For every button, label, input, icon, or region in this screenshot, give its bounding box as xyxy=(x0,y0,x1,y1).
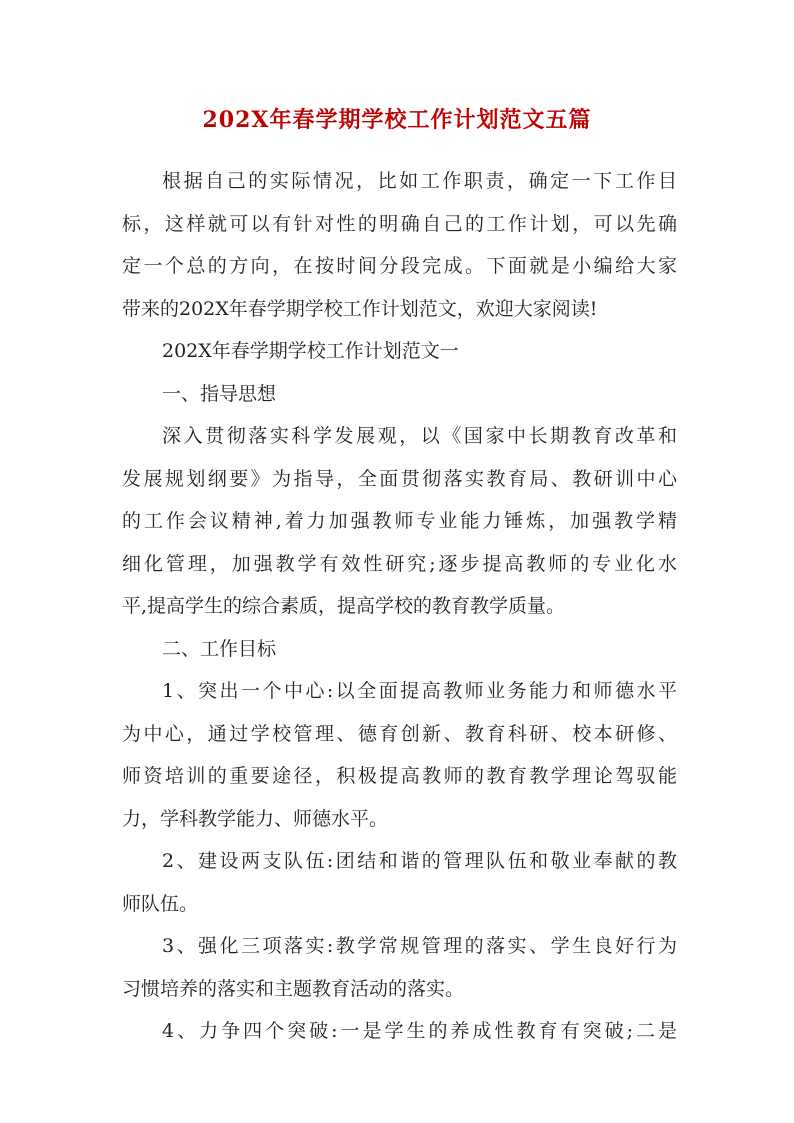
paragraph-line: 深入贯彻落实科学发展观，以《国家中长期教育改革和 xyxy=(162,425,677,447)
paragraph-line: 4、力争四个突破:一是学生的养成性教育有突破;二是 xyxy=(162,1020,677,1042)
paragraph-line: 1、突出一个中心:以全面提高教师业务能力和师德水平 xyxy=(162,680,677,702)
paragraph-line: 师资培训的重要途径，积极提高教师的教育教学理论驾驭能 xyxy=(122,765,677,787)
paragraph-line: 2、建设两支队伍:团结和谐的管理队伍和敬业奉献的教 xyxy=(162,850,677,872)
section-heading: 二、工作目标 xyxy=(162,637,277,660)
intro-line: 带来的202X年春学期学校工作计划范文，欢迎大家阅读! xyxy=(122,297,598,320)
paragraph-line: 平,提高学生的综合素质，提高学校的教育教学质量。 xyxy=(122,595,566,617)
subtitle: 202X年春学期学校工作计划范文一 xyxy=(162,340,459,362)
paragraph-line: 力，学科教学能力、师德水平。 xyxy=(122,807,389,830)
section-heading: 一、指导思想 xyxy=(162,382,277,405)
paragraph-line: 细化管理，加强教学有效性研究;逐步提高教师的专业化水 xyxy=(122,552,677,575)
paragraph-line: 发展规划纲要》为指导，全面贯彻落实教育局、教研训中心 xyxy=(122,467,677,490)
paragraph-line: 为中心，通过学校管理、德育创新、教育科研、校本研修、 xyxy=(122,722,677,745)
intro-line: 根据自己的实际情况，比如工作职责，确定一下工作目 xyxy=(162,170,677,192)
document-title: 202X年春学期学校工作计划范文五篇 xyxy=(202,107,592,133)
paragraph-line: 的工作会议精神,着力加强教师专业能力锤炼，加强教学精 xyxy=(122,510,677,532)
paragraph-line: 师队伍。 xyxy=(122,892,199,915)
paragraph-line: 3、强化三项落实:教学常规管理的落实、学生良好行为 xyxy=(162,935,677,957)
intro-line: 标，这样就可以有针对性的明确自己的工作计划，可以先确 xyxy=(122,212,677,235)
intro-line: 定一个总的方向，在按时间分段完成。下面就是小编给大家 xyxy=(122,255,677,277)
paragraph-line: 习惯培养的落实和主题教育活动的落实。 xyxy=(122,977,465,1000)
document-body xyxy=(122,160,677,1053)
